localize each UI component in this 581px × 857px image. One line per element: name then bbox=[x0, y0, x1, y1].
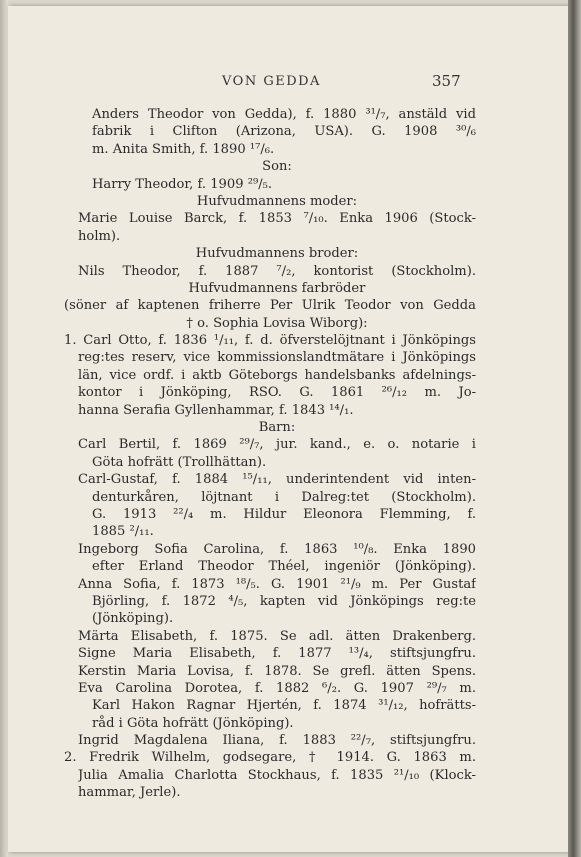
text-line: (Jönköping). bbox=[92, 611, 174, 627]
text-line: hanna Serafia Gyllenhammar, f. 1843 ¹⁴/₁. bbox=[78, 402, 354, 418]
text-line: Hufvudmannens farbröder bbox=[188, 280, 366, 296]
text-line: råd i Göta hofrätt (Jönköping). bbox=[92, 715, 294, 731]
text-line: denturkåren, löjtnant i Dalreg:tet (Stockholm). bbox=[92, 489, 476, 505]
text-line: † o. Sophia Lovisa Wiborg): bbox=[186, 315, 368, 331]
text-line: Barn: bbox=[258, 420, 296, 436]
text-line: Ingrid Magdalena Iliana, f. 1883 ²²/₇, stiftsjungfru. bbox=[78, 733, 476, 749]
page-body-text bbox=[64, 106, 476, 802]
page-edge bbox=[0, 0, 8, 857]
text-line: Björling, f. 1872 ⁴/₅, kapten vid Jönköpings reg:te bbox=[92, 593, 476, 609]
text-line: Nils Theodor, f. 1887 ⁷/₂, kontorist (Stockholm). bbox=[78, 263, 476, 279]
text-line: 2. Fredrik Wilhelm, godsegare, † 1914. G. 1863 m. bbox=[64, 750, 476, 766]
text-line: Karl Hakon Ragnar Hjertén, f. 1874 ³¹/₁₂, hofrätts- bbox=[92, 698, 476, 714]
text-line: Signe Maria Elisabeth, f. 1877 ¹³/₄, stiftsjungfru. bbox=[78, 646, 476, 662]
page-header bbox=[8, 72, 568, 94]
text-line: kontor i Jönköping, RSO. G. 1861 ²⁶/₁₂ m. Jo- bbox=[78, 385, 476, 401]
text-line: Harry Theodor, f. 1909 ²⁹/₅. bbox=[92, 176, 273, 192]
text-line: Eva Carolina Dorotea, f. 1882 ⁶/₂. G. 1907 ²⁹/₇ m. bbox=[78, 680, 476, 696]
text-line: Ingeborg Sofia Carolina, f. 1863 ¹⁰/₈. Enka 1890 bbox=[78, 541, 476, 557]
text-line: holm). bbox=[78, 228, 121, 244]
text-line: Märta Elisabeth, f. 1875. Se adl. ätten Drakenberg. bbox=[78, 628, 476, 644]
text-line: Hufvudmannens broder: bbox=[195, 246, 359, 262]
text-line: 1885 ²/₁₁. bbox=[92, 524, 154, 540]
text-line: Marie Louise Barck, f. 1853 ⁷/₁₀. Enka 1906 (Stock- bbox=[78, 211, 476, 227]
text-line: 1. Carl Otto, f. 1836 ¹/₁₁, f. d. öfverstelöjtnant i Jönköpings bbox=[64, 333, 476, 349]
text-line: fabrik i Clifton (Arizona, USA). G. 1908 ³⁰/₆ bbox=[92, 124, 476, 140]
text-line: Hufvudmannens moder: bbox=[196, 193, 358, 209]
text-line: Carl-Gustaf, f. 1884 ¹⁵/₁₁, underintendent vid inten- bbox=[78, 472, 476, 488]
text-line: Carl Bertil, f. 1869 ²⁹/₇, jur. kand., e. o. notarie i bbox=[78, 437, 476, 453]
text-line: reg:tes reserv, vice kommissionslandtmätare i Jönköpings bbox=[78, 350, 476, 366]
page-number: 357 bbox=[432, 72, 461, 90]
running-head: VON GEDDA bbox=[222, 74, 321, 89]
book-spine bbox=[568, 0, 581, 857]
text-line: Son: bbox=[262, 159, 292, 175]
text-line: (söner af kaptenen friherre Per Ulrik Teodor von Gedda bbox=[64, 298, 476, 314]
book-page bbox=[8, 6, 568, 852]
text-line: Anders Theodor von Gedda), f. 1880 ³¹/₇, anstäld vid bbox=[92, 107, 476, 122]
text-line: Kerstin Maria Lovisa, f. 1878. Se grefl. ätten Spens. bbox=[78, 663, 476, 679]
text-line: Anna Sofia, f. 1873 ¹⁸/₅. G. 1901 ²¹/₉ m. Per Gustaf bbox=[78, 576, 476, 592]
text-line: hammar, Jerle). bbox=[78, 785, 181, 801]
text-line: Julia Amalia Charlotta Stockhaus, f. 1835 ²¹/₁₀ (Klock- bbox=[78, 767, 476, 783]
text-line: efter Erland Theodor Théel, ingeniör (Jönköping). bbox=[92, 559, 476, 575]
text-line: län, vice ordf. i aktb Göteborgs handelsbanks afdelnings- bbox=[78, 367, 476, 383]
text-line: m. Anita Smith, f. 1890 ¹⁷/₆. bbox=[92, 141, 275, 157]
text-line: Göta hofrätt (Trollhättan). bbox=[92, 454, 267, 470]
text-line: G. 1913 ²²/₄ m. Hildur Eleonora Flemming, f. bbox=[92, 506, 476, 522]
